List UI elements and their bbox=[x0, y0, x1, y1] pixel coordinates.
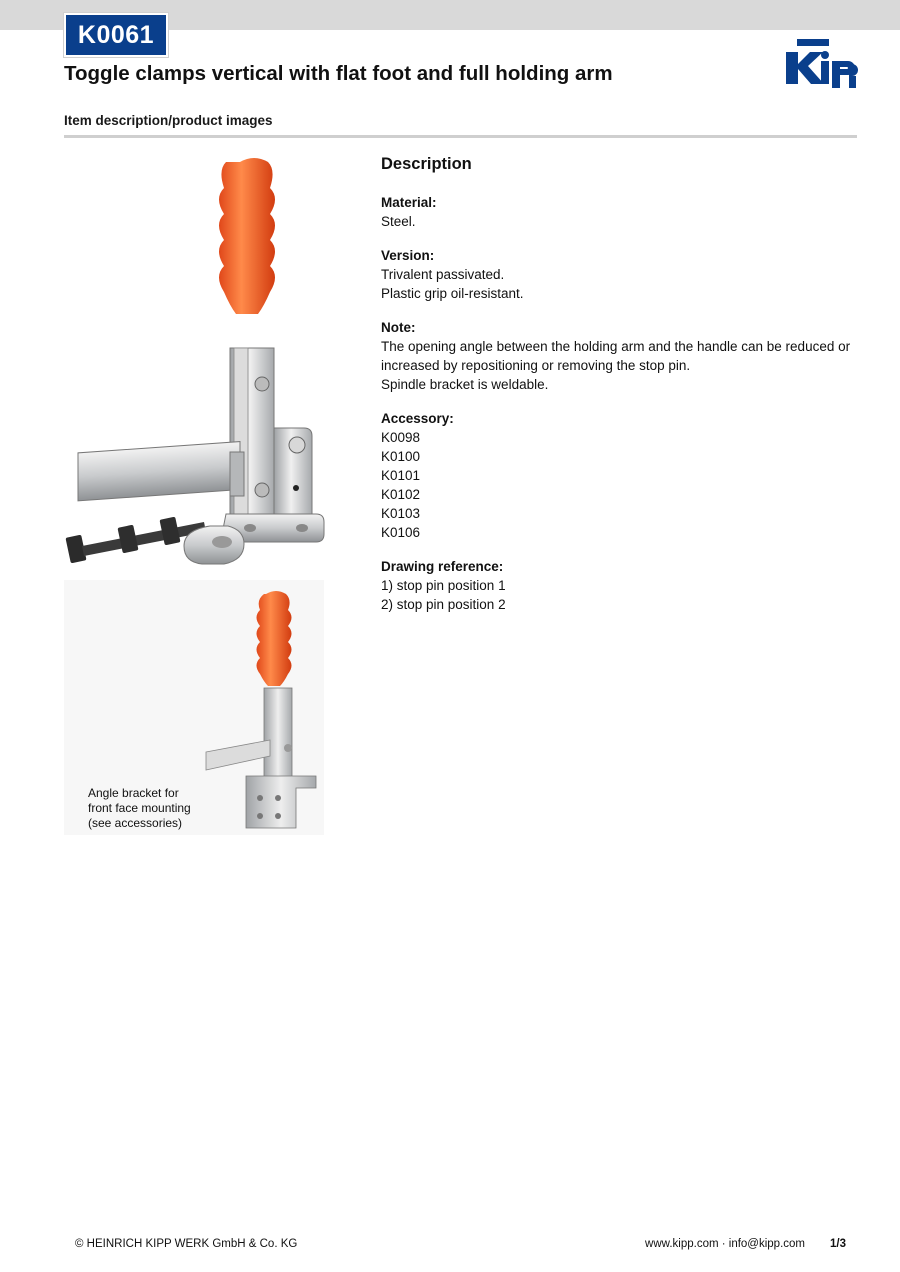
version-block bbox=[381, 246, 851, 303]
accessory-item: K0103 bbox=[381, 506, 421, 521]
toggle-clamp-product-image bbox=[62, 152, 342, 582]
version-line: Plastic grip oil-resistant. bbox=[381, 286, 524, 301]
accessory-item: K0100 bbox=[381, 449, 421, 464]
note-line: Spindle bracket is weldable. bbox=[381, 377, 549, 392]
image-caption: Angle bracket for front face mounting (see accessories) bbox=[88, 786, 191, 830]
accessory-item: K0098 bbox=[381, 430, 421, 445]
version-label: Version: bbox=[381, 248, 435, 263]
accessory-item: K0106 bbox=[381, 525, 421, 540]
page-number: 1/3 bbox=[830, 1238, 846, 1250]
drawing-reference-item: 2) stop pin position 2 bbox=[381, 597, 506, 612]
version-line: Trivalent passivated. bbox=[381, 267, 505, 282]
material-line: Steel. bbox=[381, 214, 416, 229]
accessory-block bbox=[381, 409, 851, 542]
drawing-reference-item: 1) stop pin position 1 bbox=[381, 578, 506, 593]
footer-copyright: © HEINRICH KIPP WERK GmbH & Co. KG bbox=[75, 1238, 298, 1250]
description-heading: Description bbox=[381, 155, 472, 173]
description-column bbox=[381, 153, 851, 629]
note-line: The opening angle between the holding arm and the handle can be reduced or bbox=[381, 339, 851, 354]
page-title: Toggle clamps vertical with flat foot and full holding arm bbox=[64, 62, 613, 85]
accessory-item: K0101 bbox=[381, 468, 421, 483]
material-label: Material: bbox=[381, 195, 437, 210]
section-heading: Item description/product images bbox=[64, 113, 273, 128]
note-line: increased by repositioning or removing the stop pin. bbox=[381, 358, 691, 373]
kipp-logo bbox=[783, 36, 859, 94]
note-label: Note: bbox=[381, 320, 416, 335]
drawing-reference-block bbox=[381, 557, 851, 614]
note-block bbox=[381, 318, 851, 394]
drawing-reference-label: Drawing reference: bbox=[381, 559, 504, 574]
accessory-item: K0102 bbox=[381, 487, 421, 502]
footer-contact: www.kipp.com · info@kipp.com bbox=[645, 1238, 805, 1250]
product-code-badge: K0061 bbox=[64, 13, 168, 57]
accessory-label: Accessory: bbox=[381, 411, 454, 426]
section-divider bbox=[64, 135, 857, 138]
material-block bbox=[381, 193, 851, 231]
